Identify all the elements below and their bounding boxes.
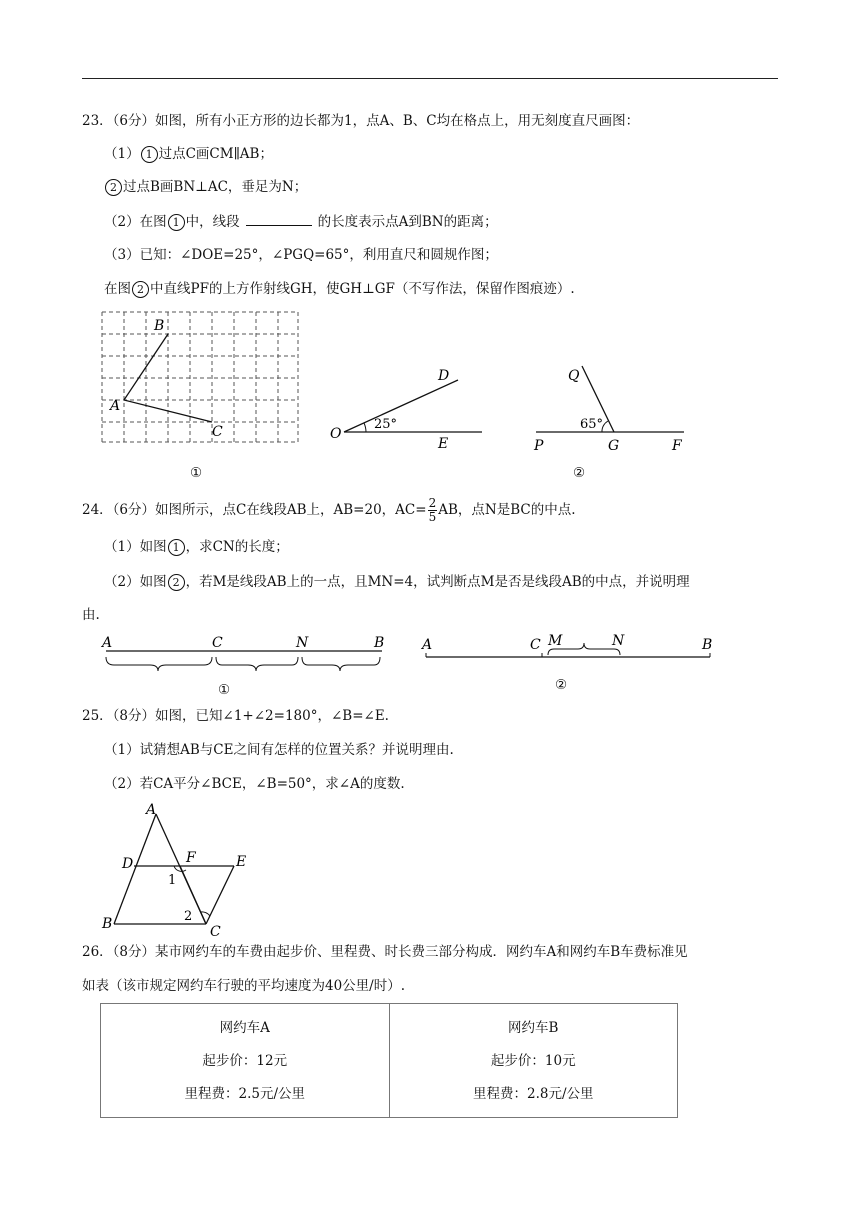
q24-part2-text: ，若M是线段AB上的一点，且MN=4，试判断点M是否是线段AB的中点，并说明理 bbox=[185, 574, 690, 590]
point-m-label: M bbox=[548, 633, 563, 649]
point-d-label: D bbox=[438, 368, 450, 384]
q24-part1-text: ，求CN的长度； bbox=[185, 539, 289, 555]
q23-part1 bbox=[104, 144, 273, 164]
q25-part2: （2）若CA平分∠BCE，∠B=50°，求∠A的度数. bbox=[104, 776, 405, 792]
q24-part1 bbox=[104, 537, 289, 557]
point-c-label: C bbox=[212, 635, 223, 651]
point-e-label: E bbox=[438, 436, 449, 452]
circled-number: 1 bbox=[168, 539, 185, 556]
car-a-base-fare: 起步价：12元 bbox=[202, 1053, 288, 1069]
point-a-label: A bbox=[422, 637, 433, 653]
point-a-label: A bbox=[146, 802, 157, 818]
q23-part2-prefix: （2）在图 bbox=[104, 214, 167, 230]
brace-cn bbox=[216, 657, 298, 671]
angle-arc bbox=[364, 423, 366, 432]
car-b-name: 网约车B bbox=[508, 1020, 559, 1036]
circled-number: 1 bbox=[168, 214, 185, 231]
circled-number: 2 bbox=[132, 281, 149, 298]
angle-value-25: 25° bbox=[374, 417, 398, 432]
q24-stem-b: AB，点N是BC的中点. bbox=[438, 502, 576, 518]
q23-grid-figure bbox=[100, 310, 300, 445]
car-a-mileage-fee: 里程费：2.5元/公里 bbox=[184, 1086, 306, 1102]
q23-part2 bbox=[104, 211, 498, 232]
q23-part1b-text: 过点B画BN⊥AC，垂足为N； bbox=[123, 179, 308, 195]
car-b-base-fare: 起步价：10元 bbox=[490, 1053, 576, 1069]
q23-part3: （3）已知：∠DOE=25°，∠PGQ=65°，利用直尺和圆规作图； bbox=[104, 247, 498, 263]
q23-part3b-prefix: 在图 bbox=[104, 281, 131, 297]
answer-blank bbox=[246, 211, 312, 226]
q23-part3b bbox=[104, 279, 575, 299]
point-d-label: D bbox=[122, 856, 134, 872]
angle-doe-figure bbox=[330, 360, 490, 460]
table-cell-car-a bbox=[101, 1004, 390, 1118]
q26-stem-cont: 如表（该市规定网约车行驶的平均速度为40公里/时）. bbox=[82, 978, 406, 994]
q24-part2-prefix: （2）如图 bbox=[104, 574, 167, 590]
point-e-label: E bbox=[236, 854, 247, 870]
q25-part1: （1）试猜想AB与CE之间有怎样的位置关系？并说明理由. bbox=[104, 742, 454, 758]
ray-od bbox=[344, 380, 458, 432]
point-n-label: N bbox=[612, 633, 625, 649]
segment-figure-1 bbox=[100, 633, 400, 683]
q24-part2 bbox=[104, 572, 690, 592]
segment-figure-2 bbox=[420, 633, 720, 673]
dashed-grid bbox=[102, 312, 298, 442]
car-a-name: 网约车A bbox=[219, 1020, 270, 1036]
point-b-label: B bbox=[702, 637, 713, 653]
point-o-label: O bbox=[330, 426, 342, 442]
point-q-label: Q bbox=[568, 368, 580, 384]
table-cell-car-b bbox=[389, 1004, 678, 1118]
q24-stem bbox=[82, 497, 576, 524]
q25-stem: 25．（8分）如图，已知∠1+∠2=180°，∠B=∠E. bbox=[82, 708, 389, 724]
angle-1-label: 1 bbox=[168, 873, 177, 888]
fraction bbox=[428, 497, 438, 524]
figure-caption-2: ② bbox=[555, 677, 568, 693]
angle-pgq-figure bbox=[530, 360, 690, 460]
circled-number: 2 bbox=[105, 179, 122, 196]
point-b-label: B bbox=[374, 635, 385, 651]
q24-part2-cont: 由. bbox=[82, 607, 100, 623]
q24-part1-prefix: （1）如图 bbox=[104, 539, 167, 555]
q23-part2-mid: 中，线段 bbox=[185, 214, 240, 230]
q23-part1-prefix: （1） bbox=[104, 146, 140, 162]
point-g-label: G bbox=[608, 438, 620, 454]
q24-stem-a: 24．（6分）如图所示，点C在线段AB上，AB=20，AC= bbox=[82, 502, 427, 518]
circled-number: 2 bbox=[168, 574, 185, 591]
angle-2-label: 2 bbox=[184, 909, 193, 924]
point-f-label: F bbox=[186, 850, 196, 866]
figure-caption-2: ② bbox=[573, 465, 586, 481]
circled-number: 1 bbox=[141, 146, 158, 163]
q25-figure bbox=[98, 800, 258, 940]
point-a-label: A bbox=[110, 398, 121, 414]
figure-caption-1: ① bbox=[218, 682, 231, 698]
point-n-label: N bbox=[296, 635, 309, 651]
brace-ac bbox=[106, 657, 212, 671]
q23-part2-suffix: 的长度表示点A到BN的距离； bbox=[317, 214, 498, 230]
brace-nb bbox=[302, 657, 380, 671]
point-a-label: A bbox=[102, 635, 113, 651]
q23-part1-text: 过点C画CM∥AB； bbox=[158, 146, 273, 162]
car-b-mileage-fee: 里程费：2.8元/公里 bbox=[472, 1086, 594, 1102]
q23-part3b-text: 中直线PF的上方作射线GH，使GH⊥GF（不写作法，保留作图痕迹）. bbox=[150, 281, 575, 297]
figure-caption-1: ① bbox=[190, 465, 203, 481]
point-c-label: C bbox=[210, 924, 221, 940]
table-row bbox=[101, 1004, 678, 1118]
fraction-denominator: 5 bbox=[428, 510, 437, 524]
angle-value-65: 65° bbox=[580, 417, 604, 432]
header-rule bbox=[82, 78, 778, 79]
fraction-numerator: 2 bbox=[428, 496, 437, 510]
fare-table bbox=[100, 1003, 678, 1118]
point-p-label: P bbox=[534, 438, 544, 454]
point-b-label: B bbox=[102, 916, 113, 932]
point-f-label: F bbox=[672, 438, 682, 454]
point-b-label: B bbox=[154, 318, 165, 334]
q23-part1b bbox=[104, 177, 307, 197]
point-c-label: C bbox=[212, 424, 223, 440]
point-c-label: C bbox=[530, 637, 541, 653]
q23-stem: 23．（6分）如图，所有小正方形的边长都为1，点A、B、C均在格点上，用无刻度直尺画图： bbox=[82, 113, 640, 129]
q26-stem: 26．（8分）某市网约车的车费由起步价、里程费、时长费三部分构成．网约车A和网约车B车费标准见 bbox=[82, 944, 688, 960]
